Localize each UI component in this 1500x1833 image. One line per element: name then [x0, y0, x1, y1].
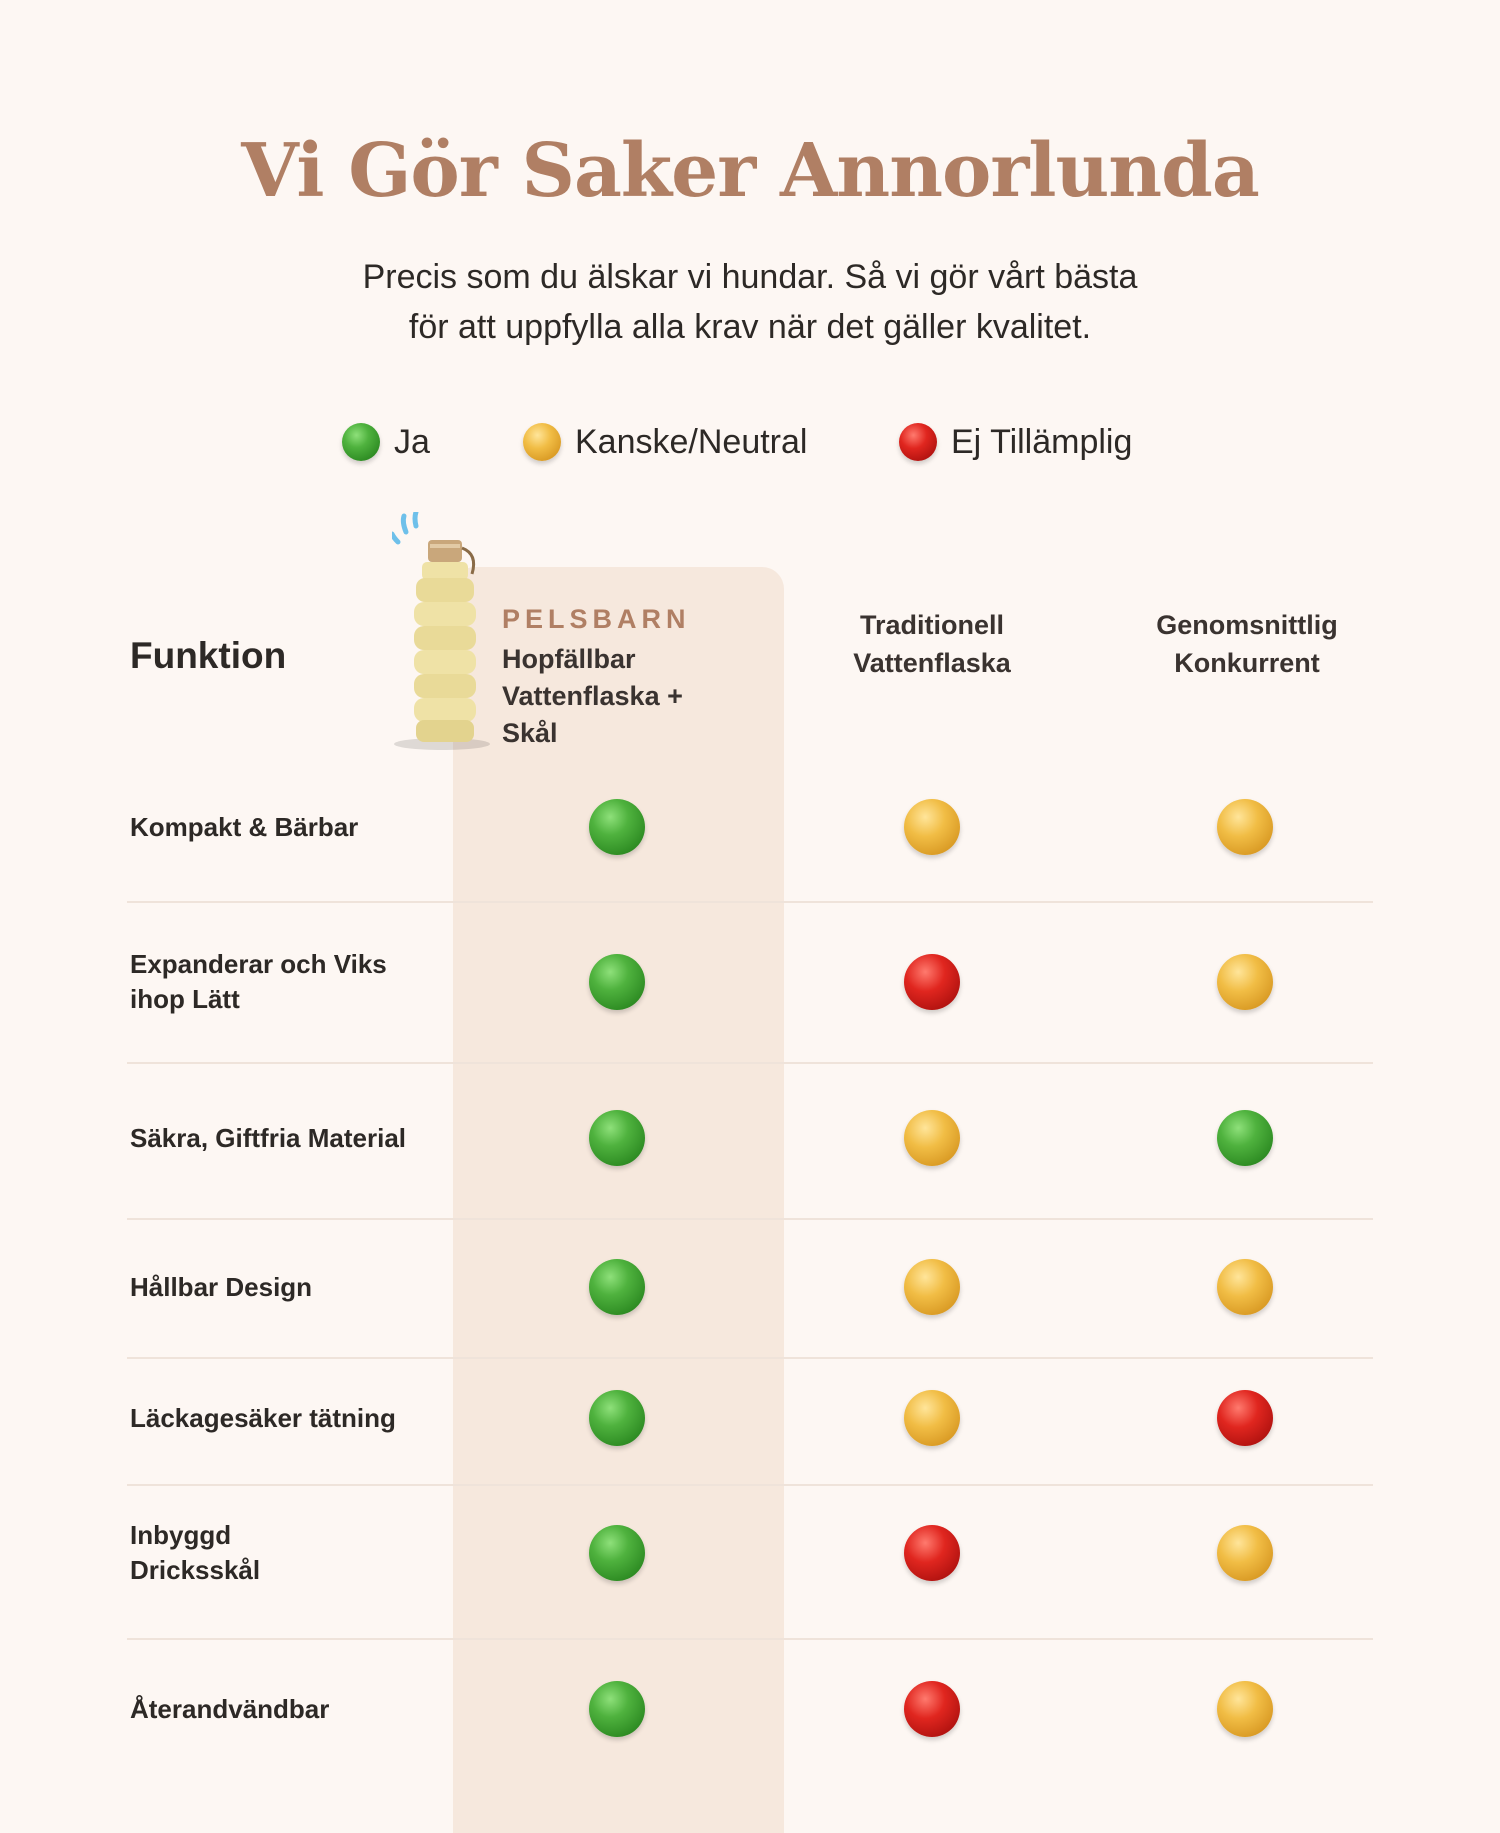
yellow-dot-icon	[904, 799, 960, 855]
row-feature-label	[130, 1401, 450, 1436]
legend	[0, 420, 1500, 464]
brand-name: PELSBARN	[502, 604, 691, 634]
product-column-header	[502, 641, 752, 752]
page-subtitle	[0, 252, 1500, 352]
row-feature-label-line: Återandvändbar	[130, 1693, 330, 1724]
subtitle-line: för att uppfylla alla krav när det gäller kvalitet.	[408, 308, 1092, 346]
row-feature-label-line: Kompakt & Bärbar	[130, 811, 359, 842]
row-feature-label	[130, 1270, 450, 1305]
green-dot-icon	[589, 1390, 645, 1446]
row-feature-label	[130, 810, 450, 845]
legend-label: Ej Tillämplig	[951, 422, 1133, 461]
green-dot-icon	[1217, 1110, 1273, 1166]
subtitle-line: Precis som du älskar vi hundar. Så vi gör vårt bästa	[362, 258, 1138, 296]
row-feature-label-line: ihop Lätt	[130, 984, 240, 1014]
green-dot-icon	[589, 954, 645, 1010]
row-divider	[127, 901, 1373, 903]
collapsible-bottle-icon	[392, 512, 492, 752]
row-feature-label	[130, 947, 450, 1017]
column-header-line: Traditionell	[859, 610, 1005, 640]
legend-item-ja	[342, 420, 430, 464]
row-divider	[127, 1357, 1373, 1359]
legend-item-kanske	[523, 420, 807, 464]
yellow-dot-icon	[1217, 1259, 1273, 1315]
green-dot-icon	[589, 1110, 645, 1166]
row-divider	[127, 1638, 1373, 1640]
yellow-dot-icon	[1217, 1525, 1273, 1581]
product-header-line: Skål	[502, 718, 558, 748]
row-feature-label-line: Inbyggd	[130, 1520, 232, 1550]
row-feature-label	[130, 1121, 450, 1156]
row-feature-label	[130, 1518, 450, 1588]
red-dot-icon	[899, 423, 937, 461]
yellow-dot-icon	[904, 1259, 960, 1315]
traditional-bottle-column-header	[802, 606, 1062, 682]
row-feature-label-line: Hållbar Design	[130, 1271, 313, 1302]
column-header-line: Vattenflaska	[853, 648, 1011, 678]
row-feature-label	[130, 1692, 450, 1727]
page-title: Vi Gör Saker Annorlunda	[241, 128, 1259, 214]
green-dot-icon	[589, 1525, 645, 1581]
row-feature-label-line: Dricksskål	[130, 1555, 261, 1585]
yellow-dot-icon	[904, 1110, 960, 1166]
yellow-dot-icon	[523, 423, 561, 461]
legend-label: Kanske/Neutral	[575, 422, 808, 461]
legend-item-ej	[899, 420, 1132, 464]
competitor-column-header	[1117, 606, 1377, 682]
product-header-line: Hopfällbar	[502, 644, 636, 674]
green-dot-icon	[589, 799, 645, 855]
row-divider	[127, 1062, 1373, 1064]
green-dot-icon	[589, 1681, 645, 1737]
red-dot-icon	[904, 1525, 960, 1581]
yellow-dot-icon	[1217, 799, 1273, 855]
feature-column-header: Funktion	[130, 635, 287, 676]
highlight-column	[453, 567, 784, 1833]
row-divider	[127, 1484, 1373, 1486]
legend-label: Ja	[394, 422, 430, 461]
yellow-dot-icon	[1217, 1681, 1273, 1737]
red-dot-icon	[904, 954, 960, 1010]
row-feature-label-line: Expanderar och Viks	[130, 949, 387, 979]
red-dot-icon	[904, 1681, 960, 1737]
yellow-dot-icon	[904, 1390, 960, 1446]
column-header-line: Konkurrent	[1174, 648, 1320, 678]
row-feature-label-line: Säkra, Giftfria Material	[130, 1122, 406, 1153]
yellow-dot-icon	[1217, 954, 1273, 1010]
row-divider	[127, 1218, 1373, 1220]
green-dot-icon	[342, 423, 380, 461]
product-header-line: Vattenflaska +	[502, 681, 683, 711]
column-header-line: Genomsnittlig	[1156, 610, 1338, 640]
row-feature-label-line: Läckagesäker tätning	[130, 1402, 396, 1433]
red-dot-icon	[1217, 1390, 1273, 1446]
green-dot-icon	[589, 1259, 645, 1315]
